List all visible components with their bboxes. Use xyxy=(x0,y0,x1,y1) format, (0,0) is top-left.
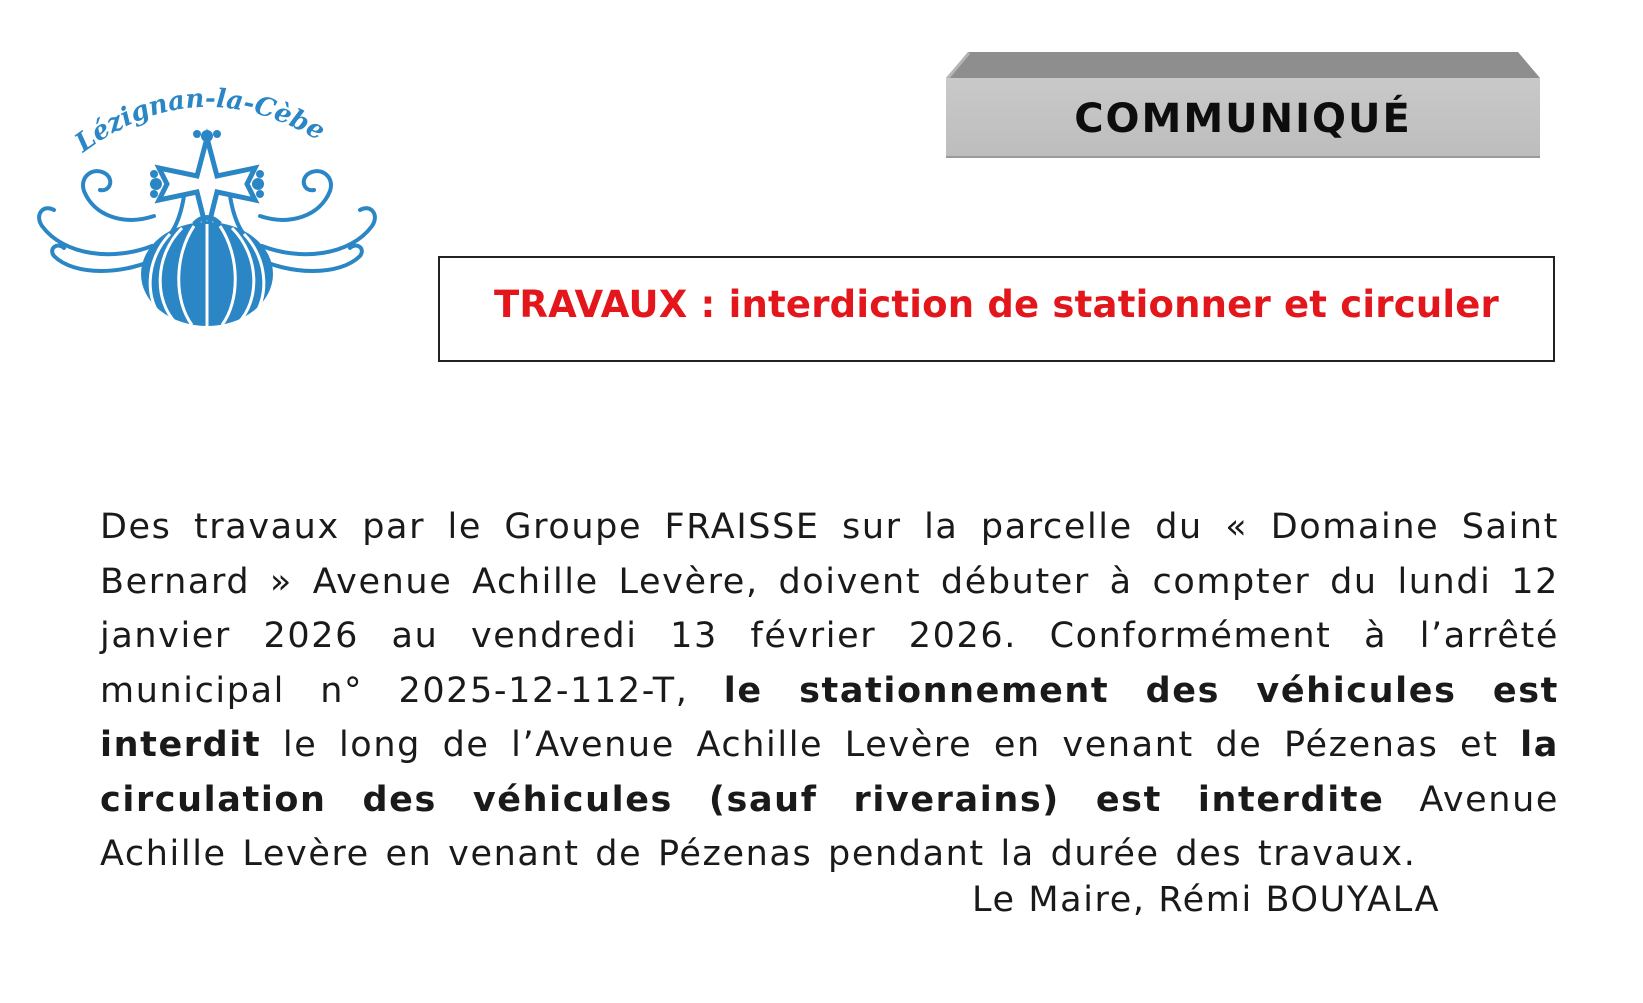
title-box xyxy=(438,256,1555,362)
body-text-3: Avenue Achille Levère en venant de Pézenas pendant la durée des travaux. xyxy=(100,779,1559,874)
body-bold-traffic: la circulation des véhicules (sauf riverains) est interdite xyxy=(100,725,1559,820)
body-text-2: le long de l’Avenue Achille Levère en venant de Pézenas et xyxy=(261,725,1521,765)
banner-bevel xyxy=(946,52,1540,78)
banner-face xyxy=(946,78,1540,158)
logo-town-name: Lézignan-la-Cèbe xyxy=(69,83,330,159)
signature: Le Maire, Rémi BOUYALA xyxy=(972,880,1441,920)
body-bold-parking: le stationnement des véhicules est interdit xyxy=(100,670,1559,765)
notice-title: TRAVAUX : interdiction de stationner et circuler xyxy=(493,282,1500,326)
communique-label: COMMUNIQUÉ xyxy=(1074,96,1412,142)
communique-banner xyxy=(946,52,1540,160)
body-text-1: Des travaux par le Groupe FRAISSE sur la parcelle du « Domaine Saint Bernard » Avenue Achille Levère, doivent débuter à compter du lundi 12 janvier 2026 au vendredi 13 février 2026. Conformément à l’arrêté municipal n° 2025-12-112-T, xyxy=(100,507,1559,711)
town-logo xyxy=(34,76,380,328)
notice-body xyxy=(100,500,1559,882)
